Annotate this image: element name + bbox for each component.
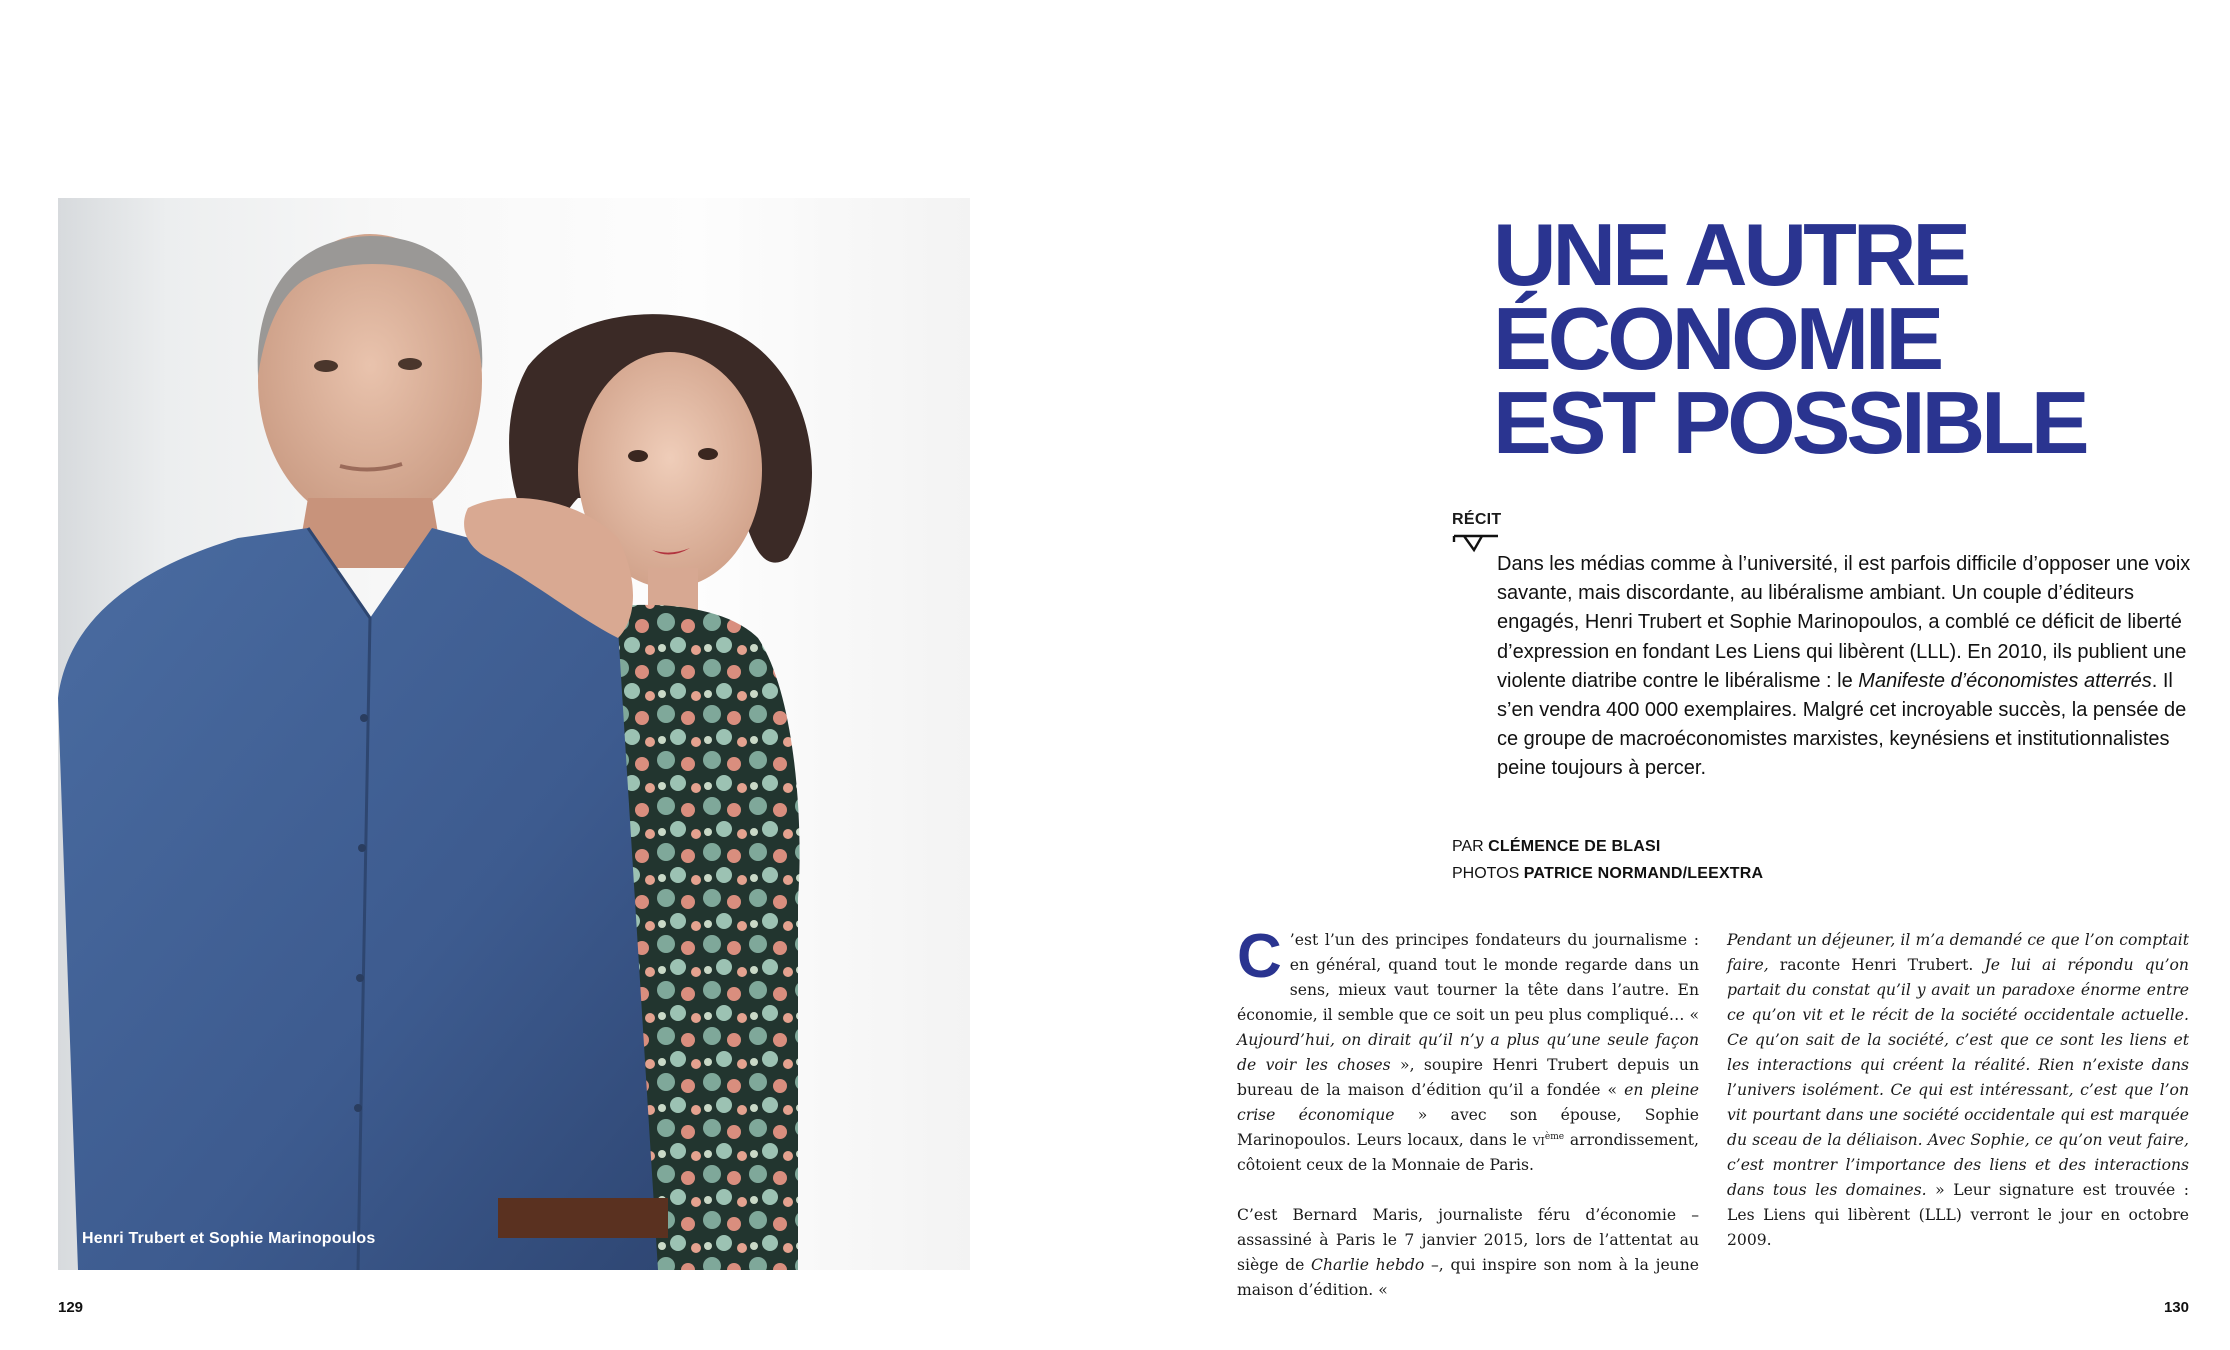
body-text: –, qui inspire son nom à la jeune maison d’édition. « bbox=[1237, 1256, 1699, 1299]
quote: Je lui ai répondu qu’on partait du constat qu’il y avait un paradoxe énorme entre ce qu’on vit et le récit de la société occidentale actuelle. Ce qu’on sait de la société, c’est que ce sont les liens et les interactions qui créent la réalité. Rien n’existe dans l’univers isolément. Ce qui est intéressant, c’est que l’on vit pourtant dans une société occidentale qui est marquée du sceau de la déliaison. Avec Sophie, ce qu’on veut faire, c’est montrer l’importance des liens et des interactions dans tous les domaines. bbox=[1727, 956, 2189, 1199]
headline-line-2: ÉCONOMIE bbox=[1493, 289, 1941, 388]
byline-name: CLÉMENCE DE BLASI bbox=[1488, 838, 1661, 855]
rubric-label: RÉCIT bbox=[1452, 511, 1502, 528]
body-column-2 bbox=[1727, 928, 2189, 1278]
standfirst-text-1: Dans les médias comme à l’université, il est parfois difficile d’opposer une voix savante, mais discordante, au libéralisme ambiant. Un couple d’éditeurs engagés, Henri Trubert et Sophie Marinopoulos, a comblé ce déficit de liberté d’expression en fondant Les Liens qui libèrent (LLL). En 2010, ils publient une violente diatribe contre le libéralisme : le bbox=[1497, 553, 2191, 692]
standfirst-book-title: Manifeste d’économistes atterrés bbox=[1858, 669, 2152, 692]
photo-credit-prefix: PHOTOS bbox=[1452, 865, 1520, 882]
credits bbox=[1452, 833, 1763, 887]
body-text: arrondissement, côtoient ceux de la Monnaie de Paris. bbox=[1237, 1131, 1699, 1174]
drop-cap: C bbox=[1237, 922, 1282, 991]
rubric-mark-icon bbox=[1452, 533, 1500, 553]
byline-prefix: PAR bbox=[1452, 838, 1484, 855]
headline-line-1: UNE AUTRE bbox=[1493, 205, 1968, 304]
headline bbox=[1493, 205, 2086, 472]
body-text: C’est Bernard Maris, journaliste féru d’économie – assassiné à Paris le 7 janvier 2015, lors de l’attentat au siège de bbox=[1237, 1206, 1699, 1274]
portrait-illustration bbox=[58, 198, 970, 1270]
standfirst-text-2: . Il s’en vendra 400 000 exemplaires. Malgré cet incroyable succès, la pensée de ce groupe de macroéconomistes marxistes, keynésiens et institutionnalistes peine toujours à percer. bbox=[1497, 669, 2187, 780]
body-paragraph-3 bbox=[1727, 928, 2189, 1253]
body-text: » Leur signature est trouvée : Les Liens qui libèrent (LLL) verront le jour en octobre 2009. bbox=[1727, 1181, 2189, 1249]
portrait-photo bbox=[58, 198, 970, 1270]
headline-line-3: EST POSSIBLE bbox=[1493, 373, 2086, 472]
body-text: raconte Henri Trubert. bbox=[1768, 956, 1985, 974]
quote: en pleine crise économique bbox=[1237, 1081, 1699, 1124]
body-column-1 bbox=[1237, 922, 1700, 1328]
photo-credit-name: PATRICE NORMAND/LEEXTRA bbox=[1523, 865, 1764, 882]
roman-numeral: vi bbox=[1532, 1131, 1545, 1149]
byline bbox=[1452, 833, 1763, 860]
body-text: » avec son épouse, Sophie Marinopoulos. Leurs locaux, dans le bbox=[1237, 1106, 1700, 1149]
photo-credit bbox=[1452, 860, 1763, 887]
body-paragraph-2 bbox=[1237, 1203, 1699, 1303]
quote: Aujourd’hui, on dirait qu’il n’y a plus qu’une seule façon de voir les choses bbox=[1237, 1031, 1699, 1074]
body-text: ’est l’un des principes fondateurs du journalisme : en général, quand tout le monde regarde dans un sens, mieux vaut tourner la tête dans l’autre. En économie, il semble que ce soit un peu plus compliqué… « bbox=[1237, 931, 1699, 1024]
standfirst bbox=[1497, 550, 2197, 784]
publication-title: Charlie hebdo bbox=[1311, 1256, 1425, 1274]
page-number-right: 130 bbox=[2163, 1299, 2189, 1316]
photo-caption: Henri Trubert et Sophie Marinopoulos bbox=[82, 1230, 376, 1247]
body-text: », soupire Henri Trubert depuis un bureau de la maison d’édition qu’il a fondée « bbox=[1237, 1056, 1700, 1099]
ordinal-suffix: ème bbox=[1544, 1131, 1565, 1142]
page-number-left: 129 bbox=[58, 1299, 84, 1316]
right-page bbox=[1115, 0, 2230, 1350]
body-paragraph-1 bbox=[1237, 922, 1700, 1178]
quote: Pendant un déjeuner, il m’a demandé ce que l’on comptait faire, bbox=[1727, 931, 2189, 974]
